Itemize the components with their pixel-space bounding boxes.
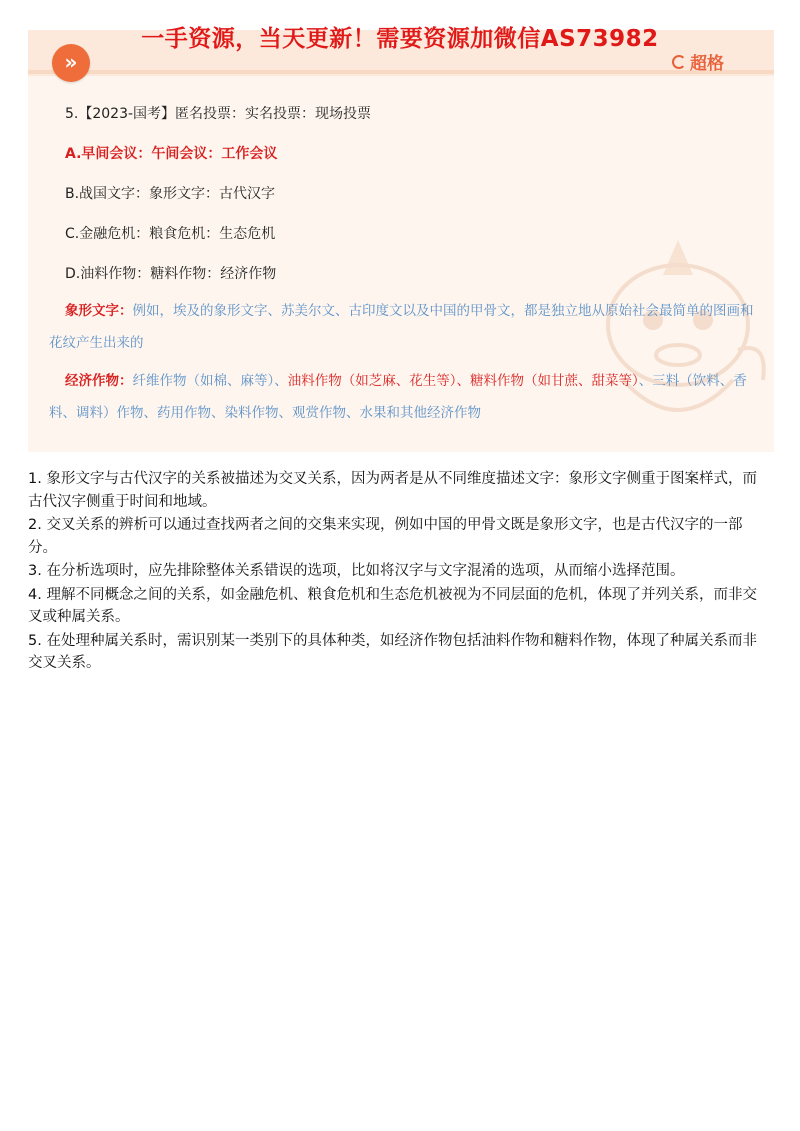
note-item: 4. 理解不同概念之间的关系，如金融危机、粮食危机和生态危机被视为不同层面的危机，体现了并列关系，而非交叉或种属关系。 [28,586,757,625]
explanation-pictograph-lead: 象形文字： [65,303,133,319]
explanation-pictograph [49,295,754,359]
explanation-cash-crops [49,365,754,429]
watermark-banner: 一手资源，当天更新！需要资源加微信AS73982 [141,26,659,52]
explanation-cash-crops-part1: 纤维作物（如棉、麻等）、 [132,373,288,389]
option-b: B.战国文字：象形文字：古代汉字 [65,186,276,202]
explanation-cash-crops-part3: 、三料（饮料、香料、调料）作物、药用作物、染料作物、观赏作物、水果和其他经济作物 [49,373,747,421]
study-notes [28,468,768,676]
option-d: D.油料作物：糖料作物：经济作物 [65,266,277,282]
note-item: 1. 象形文字与古代汉字的关系被描述为交叉关系，因为两者是从不同维度描述文字：象形文字侧重于图案样式，而古代汉字侧重于时间和地域。 [28,471,757,510]
note-item: 3. 在分析选项时，应先排除整体关系错误的选项，比如将汉字与文字混淆的选项，从而缩小选择范围。 [28,563,685,579]
option-c: C.金融危机：粮食危机：生态危机 [65,226,276,242]
explanation-cash-crops-lead: 经济作物： [65,373,133,389]
option-a: A.早间会议：午间会议：工作会议 [65,146,278,162]
brand-g-icon [672,55,686,69]
header-stripe [28,70,774,74]
question-title: 5.【2023-国考】匿名投票：实名投票：现场投票 [65,106,372,122]
brand-name: 超格 [690,54,724,74]
explanation-cash-crops-part2: 油料作物（如芝麻、花生等）、糖料作物（如甘蔗、甜菜等） [287,373,639,389]
lecture-slide [28,30,774,452]
chevron-right-icon: » [52,44,90,82]
explanation-pictograph-body: 例如，埃及的象形文字、苏美尔文、古印度文以及中国的甲骨文，都是独立地从原始社会最简单的图画和花纹产生出来的 [49,303,754,351]
note-item: 2. 交叉关系的辨析可以通过查找两者之间的交集来实现，例如中国的甲骨文既是象形文字，也是古代汉字的一部分。 [28,517,743,556]
note-item: 5. 在处理种属关系时，需识别某一类别下的具体种类，如经济作物包括油料作物和糖料作物，体现了种属关系而非交叉关系。 [28,632,757,671]
